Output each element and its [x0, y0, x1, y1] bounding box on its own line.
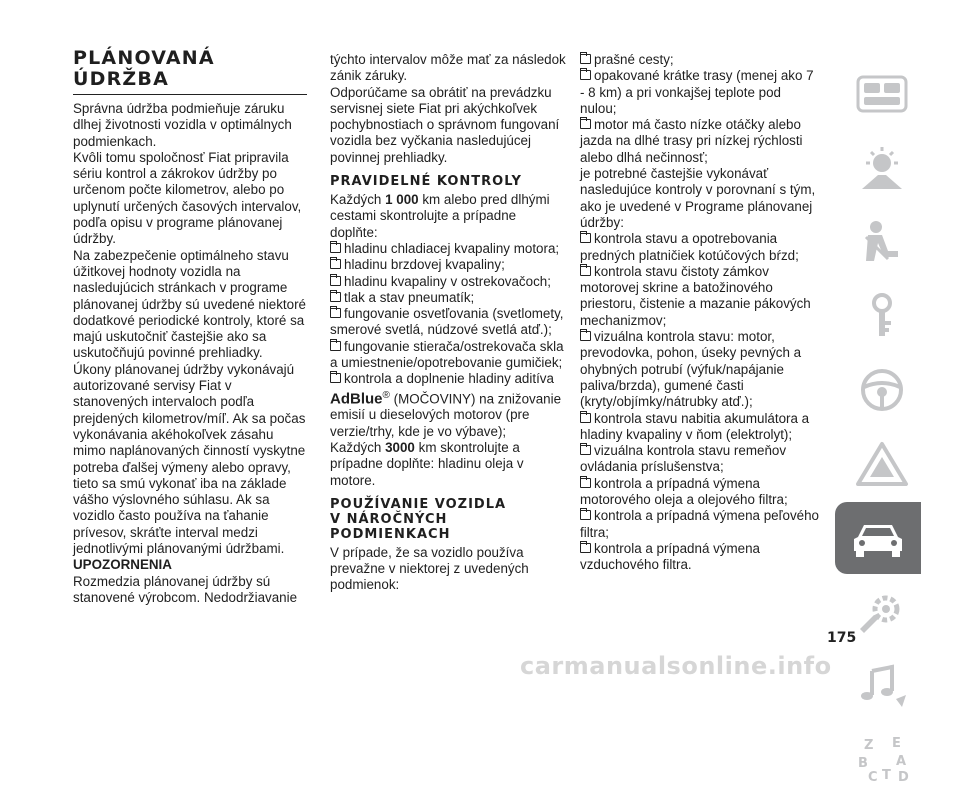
list-item — [580, 68, 820, 117]
checkbox-icon — [580, 70, 591, 80]
paragraph: týchto intervalov môže mať za následok zánik záruky. — [330, 52, 566, 84]
tab-index[interactable] — [843, 724, 921, 796]
item-text: kontrola stavu čistoty zámkov motorovej skrine a batožinového priestoru, čistenie a mazanie pákových mechanizmov; — [580, 263, 811, 328]
checkbox-icon — [330, 243, 341, 253]
chapter-tab-strip — [835, 58, 921, 798]
list-item — [330, 274, 566, 290]
item-text: kontrola a prípadná výmena vzduchového filtra. — [580, 540, 760, 573]
km-value: 3000 — [385, 440, 415, 455]
warning-title: UPOZORNENIA — [73, 557, 172, 573]
tab-dashboard[interactable] — [843, 58, 921, 130]
column-3 — [580, 52, 820, 574]
checkbox-icon — [580, 543, 591, 553]
title-line: POUŽÍVANIE VOZIDLA — [330, 496, 507, 512]
column-2 — [330, 52, 566, 594]
section-title-severe-conditions — [330, 497, 566, 542]
paragraph: Odporúčame sa obrátiť na prevádzku servisnej siete Fiat pri akýchkoľvek pochybnostiach o správnom fungovaní vozidla bez vyčkania nasledujúcej povinnej prehliadky. — [330, 84, 560, 165]
paragraph: Na zabezpečenie optimálneho stavu úžitkovej hodnoty vozidla na nasledujúcich stránkach v programe plánovanej údržby sú uvedené niektoré dodatkové periodické kontroly, ktoré sa majú uskutočniť častejšie ako sa uskutočňujú povinné prehliadky. — [73, 247, 307, 361]
title-line-2: ÚDRŽBA — [73, 68, 169, 90]
list-item — [580, 52, 820, 68]
item-text: kontrola a doplnenie hladiny aditíva — [344, 371, 554, 387]
key-icon — [852, 291, 912, 341]
list-item — [330, 371, 566, 387]
index-letter: B — [858, 756, 868, 771]
list-item — [580, 264, 820, 329]
checkbox-icon — [330, 341, 341, 351]
checkbox-icon — [580, 478, 591, 488]
item-text: hladinu brzdovej kvapaliny; — [344, 257, 505, 273]
index-letter: Z — [864, 738, 874, 753]
tab-starting[interactable] — [843, 280, 921, 352]
title-rule — [73, 94, 307, 95]
tab-driving[interactable] — [843, 354, 921, 426]
item-text: fungovanie stierača/ostrekovača skla a umiestnenie/opotrebovanie gumičiek; — [330, 338, 564, 371]
checkbox-icon — [580, 233, 591, 243]
list-item — [580, 329, 820, 410]
column-1 — [73, 48, 307, 606]
list-item — [580, 508, 820, 541]
checkbox-icon — [580, 266, 591, 276]
index-letter: T — [882, 768, 891, 783]
tab-maintenance-active[interactable] — [835, 502, 921, 574]
text: Každých — [330, 440, 382, 455]
paragraph: V prípade, že sa vozidlo používa prevažne v niektorej z uvedených podmienok: — [330, 544, 529, 593]
list-item — [580, 231, 820, 264]
checkbox-icon — [330, 292, 341, 302]
list-item — [330, 257, 566, 273]
paragraph: Správna údržba podmieňuje záruku dlhej životnosti vozidla v optimálnych podmienkach. — [73, 101, 292, 149]
list-item — [580, 117, 820, 166]
checkbox-icon — [330, 308, 341, 318]
title-line: V NÁROČNÝCH — [330, 511, 448, 527]
paragraph: Úkony plánovanej údržby vykonávajú autorizované servisy Fiat v stanovených intervaloch podľa prejdených kilometrov/míľ. Ak sa počas vykonávania akéhokoľvek zásahu mimo naplánovaných činností vyskytne potreba ďalšej výmeny alebo opravy, tieto sa smú vykonať iba na základe vášho výslovného súhlasu. Ak sa vozidlo často používa na ťahanie prívesov, skráťte interval medzi jednotlivými plánovanými údržbami. — [73, 361, 306, 557]
paragraph: Kvôli tomu spoločnosť Fiat pripravila sériu kontrol a zákrokov údržby po určenom počte kilometrov, alebo po uplynutí určených časových intervalov, podľa opisu v programe plánovanej údržby. — [73, 149, 302, 247]
list-item — [580, 476, 820, 509]
dashboard-car-icon — [852, 69, 912, 119]
list-item — [580, 541, 820, 574]
tab-sun-road[interactable] — [843, 132, 921, 204]
title-line: PODMIENKACH — [330, 526, 451, 542]
paragraph — [330, 192, 566, 241]
checkbox-icon — [330, 276, 341, 286]
list-item — [580, 411, 820, 444]
km-value: 1 000 — [385, 192, 419, 208]
tab-multimedia[interactable] — [843, 650, 921, 722]
section-title — [73, 48, 307, 90]
airbag-person-icon — [852, 217, 912, 267]
list-item — [330, 339, 566, 372]
checkbox-icon — [330, 373, 341, 383]
warning-text: Rozmedzia plánovanej údržby sú stanovené výrobcom. Nedodržiavanie — [73, 573, 298, 605]
item-text: kontrola stavu a opotrebovania predných platničiek kotúčových bŕzd; — [580, 231, 799, 263]
tab-emergency[interactable] — [843, 428, 921, 500]
checkbox-icon — [580, 54, 591, 64]
index-letter: A — [896, 754, 907, 769]
list-item — [330, 306, 566, 339]
index-letters-icon — [852, 735, 912, 785]
item-text: kontrola a prípadná výmena peľového filtra; — [580, 508, 819, 540]
checkbox-icon — [580, 119, 591, 129]
list-item — [580, 443, 820, 476]
item-text: kontrola a prípadná výmena motorového oleja a olejového filtra; — [580, 475, 788, 508]
item-text: tlak a stav pneumatík; — [344, 289, 475, 305]
adblue-brand: AdBlue — [330, 390, 383, 408]
item-text: vizuálna kontrola stavu: motor, prevodovka, pohon, úseky pevných a ohybných potrubí (výfuk/napájanie paliva/brzda), gumené časti (kryty/objímky/nátrubky atď.); — [580, 329, 802, 410]
item-text: vizuálna kontrola stavu remeňov ovládania príslušenstva; — [580, 443, 787, 475]
item-text: fungovanie osvetľovania (svetlomety, smerové svetlá, núdzové svetlá atď.); — [330, 306, 564, 338]
checkbox-icon — [580, 413, 591, 423]
checkbox-icon — [580, 510, 591, 520]
text: Každých — [330, 192, 382, 208]
list-item — [330, 290, 566, 306]
text: km skontrolujte a prípadne doplňte: hladinu oleja v motore. — [330, 440, 524, 488]
item-text: motor má často nízke otáčky alebo jazda na dlhé trasy pri nízkej rýchlosti alebo dlhá nečinnosť; — [580, 117, 803, 165]
text: km alebo pred dlhými cestami skontrolujte a prípadne doplňte: — [330, 192, 550, 240]
item-text: hladinu kvapaliny v ostrekovačoch; — [344, 273, 551, 289]
checkbox-icon — [330, 259, 341, 269]
page-number: 175 — [827, 630, 857, 646]
index-letter: C — [868, 770, 878, 785]
car-front-icon — [848, 513, 908, 563]
checkbox-icon — [580, 331, 591, 341]
music-nav-icon — [852, 661, 912, 711]
item-text: opakované krátke trasy (menej ako 7 - 8 km) a pri vonkajšej teplote pod nulou; — [580, 68, 814, 116]
index-letter: D — [898, 770, 909, 785]
section-title-regular-checks: PRAVIDELNÉ KONTROLY — [330, 174, 522, 190]
index-letter: E — [892, 736, 901, 751]
title-line-1: PLÁNOVANÁ — [73, 47, 215, 69]
item-text: prašné cesty; — [594, 52, 674, 67]
checkbox-icon — [580, 445, 591, 455]
wrench-gear-icon — [852, 587, 912, 637]
registered-mark: ® — [382, 389, 390, 401]
item-text: hladinu chladiacej kvapaliny motora; — [344, 240, 560, 256]
warning-triangle-icon — [852, 439, 912, 489]
adblue-paragraph — [330, 388, 566, 440]
steering-wheel-icon — [852, 365, 912, 415]
sun-road-icon — [852, 143, 912, 193]
paragraph: je potrebné častejšie vykonávať nasledujúce kontroly v porovnaní s tým, ako je uvedené v Programe plánovanej údržby: — [580, 166, 816, 230]
text: (MOČOVINY) na znižovanie emisií u dieselových motorov (pre verzie/trhy, kde je vo výbave); — [330, 391, 562, 439]
list-item — [330, 241, 566, 257]
watermark: carmanualsonline.info — [520, 652, 832, 680]
tab-safety[interactable] — [843, 206, 921, 278]
item-text: kontrola stavu nabitia akumulátora a hladiny kvapaliny v ňom (elektrolyt); — [580, 410, 810, 442]
paragraph — [330, 440, 566, 489]
